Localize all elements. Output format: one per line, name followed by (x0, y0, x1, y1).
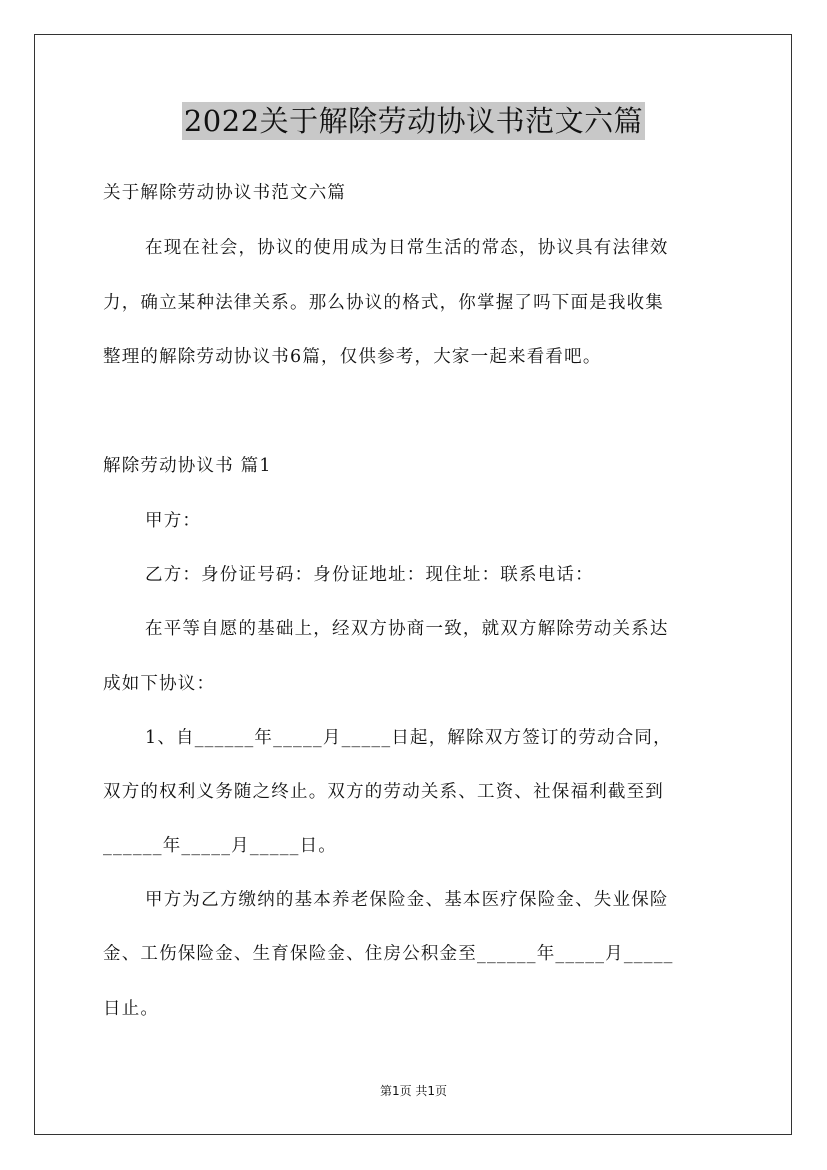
consensus-line-1: 在平等自愿的基础上，经双方协商一致，就双方解除劳动关系达 (145, 619, 669, 639)
consensus-line-2: 成如下协议： (103, 674, 216, 694)
clause1-line-3: ______年_____月_____日。 (103, 836, 337, 856)
subtitle: 关于解除劳动协议书范文六篇 (103, 183, 347, 203)
insurance-line-1: 甲方为乙方缴纳的基本养老保险金、基本医疗保险金、失业保险 (145, 890, 669, 910)
clause1-line-2: 双方的权利义务随之终止。双方的劳动关系、工资、社保福利截至到 (103, 782, 664, 802)
party-b-line: 乙方：身份证号码：身份证地址：现住址：联系电话： (145, 565, 594, 585)
intro-line-1: 在现在社会，协议的使用成为日常生活的常态，协议具有法律效 (145, 238, 669, 258)
page-footer (0, 1083, 827, 1099)
intro-line-2: 力，确立某种法律关系。那么协议的格式，你掌握了吗下面是我收集 (103, 293, 664, 313)
page-number: 第1页 共1页 (379, 1084, 448, 1098)
insurance-line-3: 日止。 (103, 999, 160, 1019)
intro-line-3: 整理的解除劳动协议书6篇，仅供参考，大家一起来看看吧。 (103, 347, 602, 367)
clause1-line-1: 1、自______年_____月_____日起，解除双方签订的劳动合同， (145, 728, 672, 748)
section-heading: 解除劳动协议书 篇1 (103, 456, 272, 476)
party-a-line: 甲方： (145, 511, 202, 531)
document-title-text: 2022关于解除劳动协议书范文六篇 (183, 104, 644, 138)
insurance-line-2: 金、工伤保险金、生育保险金、住房公积金至______年_____月_____ (103, 944, 674, 964)
document-title (0, 100, 827, 142)
